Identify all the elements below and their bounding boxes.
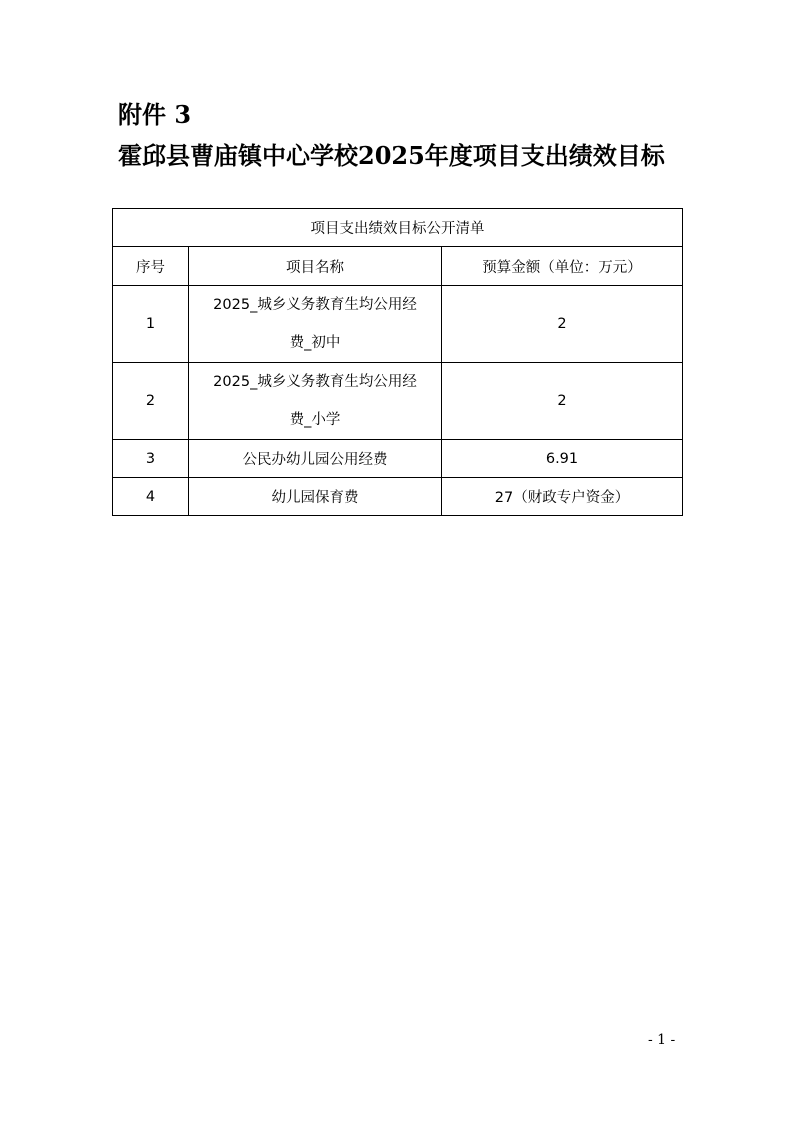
row-budget-amount: 2 xyxy=(442,286,683,363)
table-header-row xyxy=(113,247,683,286)
project-name-line-2: 费_初中 xyxy=(289,335,341,351)
row-index: 1 xyxy=(113,286,189,363)
budget-table xyxy=(112,208,683,516)
row-index: 2 xyxy=(113,363,189,440)
row-index: 4 xyxy=(113,478,189,516)
row-budget-amount: 27（财政专户资金） xyxy=(442,478,683,516)
column-header-budget-amount: 预算金额（单位：万元） xyxy=(442,247,683,286)
row-project-name: 幼儿园保育费 xyxy=(189,478,442,516)
document-title: 霍邱县曹庙镇中心学校2025年度项目支出绩效目标 xyxy=(118,141,665,170)
table-row xyxy=(113,286,683,363)
table-row xyxy=(113,478,683,516)
table-caption-row xyxy=(113,209,683,247)
table-row xyxy=(113,440,683,478)
table-caption: 项目支出绩效目标公开清单 xyxy=(113,209,683,247)
row-project-name xyxy=(189,363,442,440)
row-project-name xyxy=(189,286,442,363)
attachment-label: 附件 3 xyxy=(118,100,192,129)
column-header-index: 序号 xyxy=(113,247,189,286)
row-budget-amount: 2 xyxy=(442,363,683,440)
table-row xyxy=(113,363,683,440)
row-project-name: 公民办幼儿园公用经费 xyxy=(189,440,442,478)
project-name-line-2: 费_小学 xyxy=(289,412,341,428)
project-name-line-1: 2025_城乡义务教育生均公用经 xyxy=(213,374,417,390)
project-name-line-1: 2025_城乡义务教育生均公用经 xyxy=(213,297,417,313)
row-index: 3 xyxy=(113,440,189,478)
page-number: - 1 - xyxy=(648,1032,676,1048)
row-budget-amount: 6.91 xyxy=(442,440,683,478)
column-header-project-name: 项目名称 xyxy=(189,247,442,286)
